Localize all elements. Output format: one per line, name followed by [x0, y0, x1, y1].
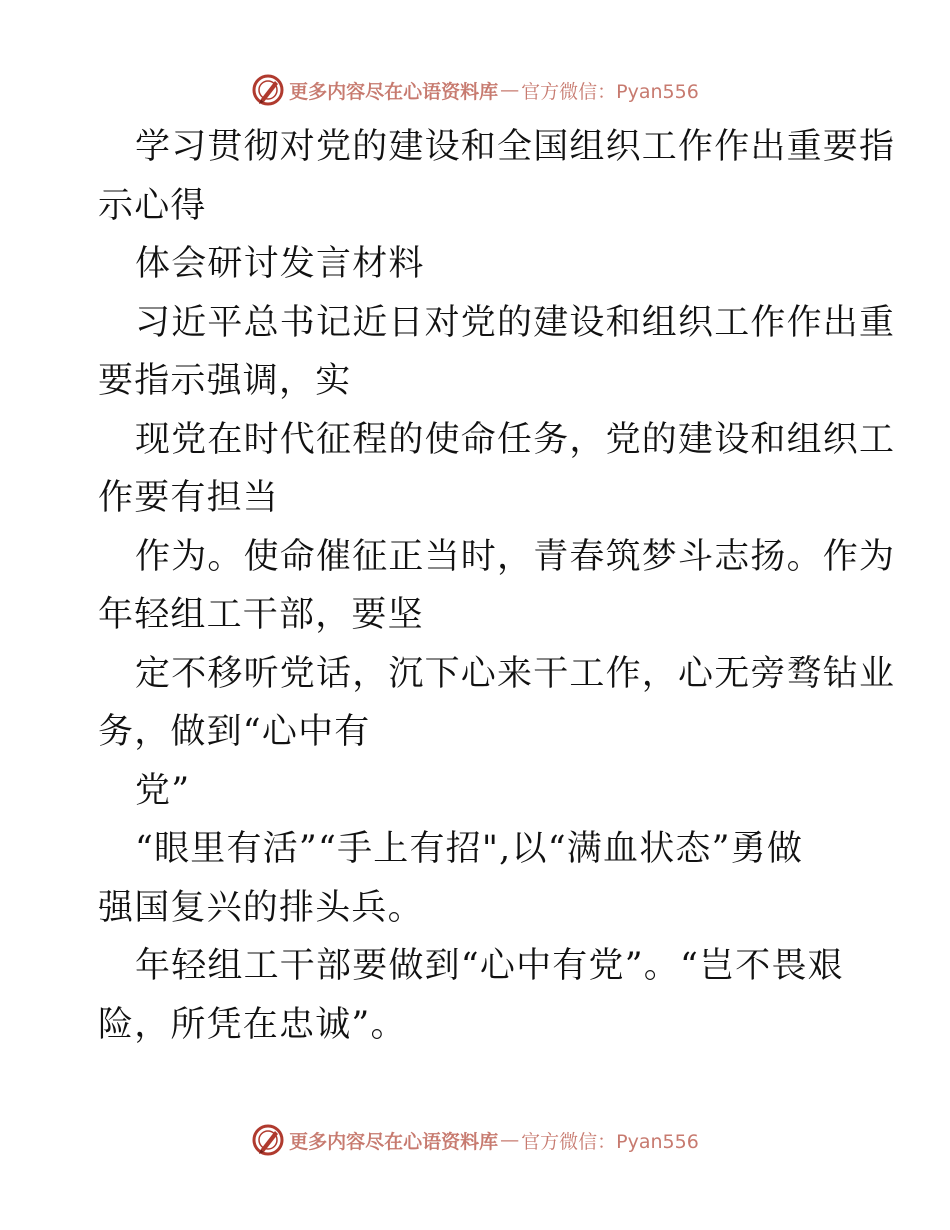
- footer-watermark: [0, 1120, 950, 1160]
- text-line: 作要有担当: [98, 478, 280, 518]
- text-line: 习近平总书记近日对党的建设和组织工作作出重: [135, 302, 896, 343]
- text-line: 定不移听党话，沉下心来干工作，心无旁骛钻业: [135, 653, 896, 694]
- text-line: 强国复兴的排头兵。: [98, 887, 424, 928]
- text-line: 年轻组工干部要做到“心中有党”。“岂不畏艰: [135, 946, 844, 986]
- text-line: 示心得: [98, 185, 207, 226]
- document-body: [98, 118, 896, 1054]
- text-line: 年轻组工干部，要坚: [98, 595, 424, 635]
- text-line: 作为。使命催征正当时，青春筑梦斗志扬。作为: [135, 536, 896, 577]
- text-line: “眼里有活”“手上有招",以“满血状态”勇做: [135, 829, 804, 869]
- text-line: 险，所凭在忠诚”。: [98, 1004, 407, 1045]
- text-line: 现党在时代征程的使命任务，党的建设和组织工: [135, 419, 896, 460]
- text-line: 要指示强调，实: [98, 361, 352, 401]
- pen-logo-icon: [251, 1123, 285, 1157]
- text-line: 学习贯彻对党的建设和全国组织工作作出重要指: [135, 127, 896, 167]
- watermark-sub-text: 官方微信：Pyan556: [521, 1130, 699, 1153]
- text-line: 党”: [135, 770, 191, 811]
- watermark-main-text: 更多内容尽在心语资料库: [289, 80, 499, 103]
- text-line: 务，做到“心中有: [98, 712, 371, 752]
- text-line: 体会研讨发言材料: [135, 244, 425, 284]
- header-watermark: [0, 70, 950, 110]
- pen-logo-icon: [251, 73, 285, 107]
- watermark-dash: —: [500, 79, 520, 101]
- watermark-sub-text: 官方微信：Pyan556: [521, 80, 699, 103]
- watermark-main-text: 更多内容尽在心语资料库: [289, 1130, 499, 1153]
- watermark-dash: —: [500, 1129, 520, 1151]
